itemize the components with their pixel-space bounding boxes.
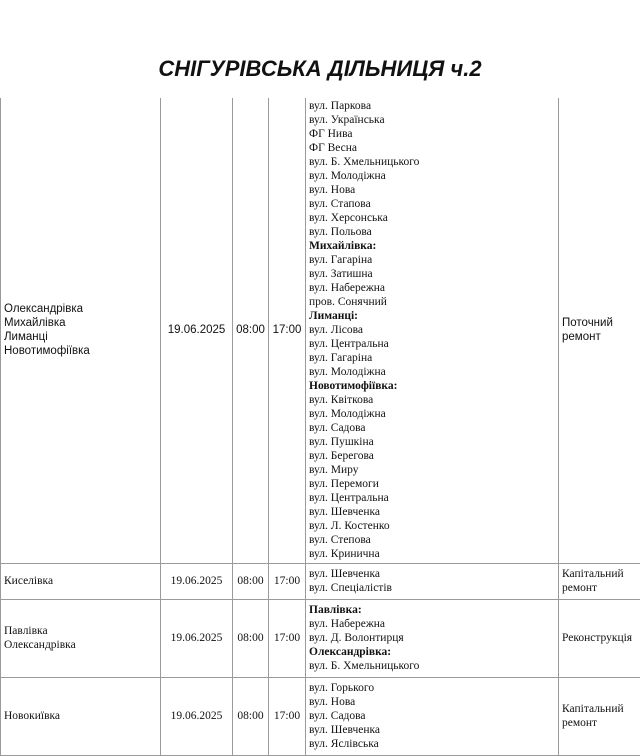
table-row [1,563,640,599]
settlement-name: Новотимофіївка [4,344,157,358]
date-cell: 19.06.2025 [161,599,233,677]
street-name: вул. Затишна [309,267,555,281]
streets-cell [306,98,559,563]
page-title: СНІГУРІВСЬКА ДІЛЬНИЦЯ ч.2 [0,56,640,82]
date-cell: 19.06.2025 [161,98,233,563]
start-time-cell: 08:00 [233,677,269,755]
end-time-cell: 17:00 [269,677,306,755]
start-time-cell: 08:00 [233,98,269,563]
street-name: вул. Паркова [309,99,555,113]
settlement-name: Киселівка [4,574,157,588]
settlement-heading: Лиманці: [309,309,555,323]
start-time-cell: 08:00 [233,563,269,599]
table-row [1,677,640,755]
street-name: вул. Набережна [309,617,555,631]
streets-cell [306,563,559,599]
street-name: вул. Стапова [309,197,555,211]
table-row [1,599,640,677]
settlements-cell [1,563,161,599]
settlement-name: Олександрівка [4,638,157,652]
street-name: вул. Шевченка [309,567,555,581]
street-name: вул. Спеціалістів [309,581,555,595]
street-name: вул. Гагаріна [309,351,555,365]
street-name: вул. Центральна [309,337,555,351]
table-row [1,98,640,563]
street-name: вул. Лісова [309,323,555,337]
street-name: вул. Перемоги [309,477,555,491]
streets-cell [306,677,559,755]
street-name: вул. Б. Хмельницького [309,659,555,673]
street-name: вул. Л. Костенко [309,519,555,533]
date-cell: 19.06.2025 [161,563,233,599]
street-name: вул. Молодіжна [309,365,555,379]
settlement-heading: Павлівка: [309,603,555,617]
street-name: вул. Херсонська [309,211,555,225]
street-name: вул. Пушкіна [309,435,555,449]
settlement-name: Олександрівка [4,302,157,316]
street-name: вул. Шевченка [309,505,555,519]
end-time-cell: 17:00 [269,599,306,677]
street-name: вул. Садова [309,709,555,723]
start-time-cell: 08:00 [233,599,269,677]
street-name: вул. Миру [309,463,555,477]
end-time-cell: 17:00 [269,98,306,563]
street-name: вул. Центральна [309,491,555,505]
street-name: вул. Нова [309,695,555,709]
work-type-cell: Капітальний ремонт [559,563,640,599]
street-name: вул. Гагаріна [309,253,555,267]
date-cell: 19.06.2025 [161,677,233,755]
settlement-name: Михайлівка [4,316,157,330]
streets-cell [306,599,559,677]
street-name: вул. Польова [309,225,555,239]
settlements-cell [1,677,161,755]
street-name: вул. Яслівська [309,737,555,751]
settlements-cell [1,98,161,563]
street-name: ФГ Весна [309,141,555,155]
outage-schedule-table [0,98,640,756]
settlements-cell [1,599,161,677]
settlement-heading: Новотимофіївка: [309,379,555,393]
street-name: пров. Сонячний [309,295,555,309]
settlement-heading: Олександрівка: [309,645,555,659]
work-type-cell: Капітальний ремонт [559,677,640,755]
work-type-cell: Реконструкція [559,599,640,677]
work-type-cell: Поточний ремонт [559,98,640,563]
street-name: вул. Нова [309,183,555,197]
settlement-heading: Михайлівка: [309,239,555,253]
settlement-name: Лиманці [4,330,157,344]
street-name: ФГ Нива [309,127,555,141]
settlement-name: Павлівка [4,624,157,638]
street-name: вул. Д. Волонтирця [309,631,555,645]
end-time-cell: 17:00 [269,563,306,599]
street-name: вул. Квіткова [309,393,555,407]
street-name: вул. Набережна [309,281,555,295]
street-name: вул. Степова [309,533,555,547]
street-name: вул. Горького [309,681,555,695]
street-name: вул. Берегова [309,449,555,463]
street-name: вул. Молодіжна [309,407,555,421]
street-name: вул. Б. Хмельницького [309,155,555,169]
street-name: вул. Молодіжна [309,169,555,183]
settlement-name: Новокиївка [4,709,157,723]
street-name: вул. Українська [309,113,555,127]
street-name: вул. Шевченка [309,723,555,737]
street-name: вул. Кринична [309,547,555,561]
street-name: вул. Садова [309,421,555,435]
